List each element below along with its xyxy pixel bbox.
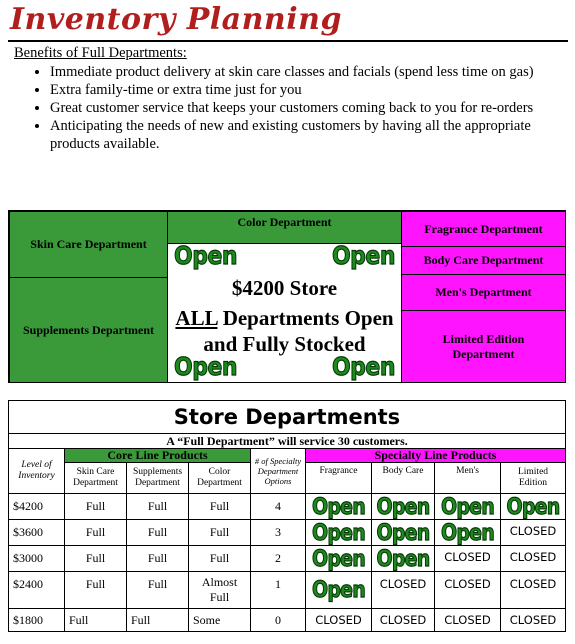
- limited-edition-block: [401, 310, 566, 383]
- closed-label: CLOSED: [509, 550, 557, 564]
- table-cell: [434, 545, 501, 572]
- table-cell: 3: [250, 519, 306, 546]
- table-subtitle-text: A “Full Department” will service 30 customers.: [166, 433, 408, 448]
- mens-block: [401, 274, 566, 311]
- table-row-level: $1800: [8, 608, 65, 632]
- table-cell: [305, 519, 372, 546]
- col-header-skin: Skin Care Department: [64, 462, 127, 494]
- benefit-item: • Immediate product delivery at skin care classes and facials (spend less time on gas): [50, 63, 564, 81]
- table-cell: [434, 519, 501, 546]
- table-cell: Some: [188, 608, 251, 632]
- open-stamp: Open: [312, 493, 365, 520]
- table-cell: [305, 571, 372, 609]
- store-departments-table: [8, 400, 566, 632]
- benefits-heading: Benefits of Full Departments:: [14, 45, 187, 61]
- table-cell: Full: [64, 571, 127, 609]
- benefit-item: • Great customer service that keeps your customers coming back to you for re-orders: [50, 99, 564, 117]
- supplements-block: [9, 277, 168, 383]
- benefit-item: • Extra family-time or extra time just for you: [50, 81, 564, 99]
- col-header-fragrance: Fragrance: [305, 462, 372, 494]
- table-cell: Full: [126, 545, 189, 572]
- closed-label: CLOSED: [379, 577, 427, 591]
- benefits-section: [14, 44, 564, 153]
- table-cell: [305, 493, 372, 520]
- col-header-level: Level of Inventory: [8, 448, 65, 494]
- open-stamp: Open: [441, 493, 494, 520]
- table-cell: [500, 545, 566, 572]
- closed-label: CLOSED: [379, 613, 427, 627]
- table-cell: 2: [250, 545, 306, 572]
- open-stamp: Open: [312, 577, 365, 603]
- closed-label: CLOSED: [444, 613, 491, 627]
- col-header-color: Color Department: [188, 462, 251, 494]
- col-header-options: # of Specialty Department Options: [250, 448, 306, 494]
- table-cell: [500, 571, 566, 609]
- color-department-block: [167, 211, 402, 244]
- table-cell: [434, 493, 501, 520]
- store-line-2: [168, 306, 401, 331]
- table-cell: Full: [64, 493, 127, 520]
- specialty-line-header: Specialty Line Products: [305, 448, 566, 463]
- closed-label: CLOSED: [509, 524, 557, 538]
- core-line-header: Core Line Products: [64, 448, 251, 463]
- fragrance-block: [401, 211, 566, 247]
- benefits-list: [14, 63, 564, 153]
- table-row-level: $3000: [8, 545, 65, 572]
- table-cell: Full: [188, 493, 251, 520]
- store-line-2-rest: Departments Open: [217, 306, 394, 330]
- closed-label: CLOSED: [315, 613, 362, 627]
- table-cell: [434, 571, 501, 609]
- table-cell: 1: [250, 571, 306, 609]
- open-stamp: Open: [331, 242, 395, 271]
- open-stamp: Open: [312, 545, 365, 572]
- table-cell: [305, 545, 372, 572]
- table-cell: Full: [126, 493, 189, 520]
- open-stamp: Open: [376, 545, 430, 572]
- table-cell: 4: [250, 493, 306, 520]
- table-cell: [371, 545, 435, 572]
- title-underline: [8, 40, 568, 42]
- closed-label: CLOSED: [509, 613, 557, 627]
- body-care-block: [401, 246, 566, 275]
- open-stamp: Open: [312, 519, 365, 546]
- department-diagram: [8, 210, 566, 383]
- store-title: $4200 Store: [231, 276, 338, 300]
- open-stamp: Open: [331, 353, 395, 382]
- fragrance-label: Fragrance Department: [424, 221, 543, 236]
- table-cell: Full: [126, 571, 189, 609]
- table-cell: [500, 493, 566, 520]
- table-cell: [500, 608, 566, 632]
- benefit-item: • Anticipating the needs of new and existing customers by having all the appropriate products available.: [50, 117, 564, 153]
- closed-label: CLOSED: [444, 550, 491, 564]
- closed-label: CLOSED: [509, 577, 557, 591]
- closed-label: CLOSED: [444, 577, 491, 591]
- table-cell: Full: [126, 608, 189, 632]
- mens-label: Men's Department: [435, 285, 532, 299]
- table-cell: Full: [188, 519, 251, 546]
- col-header-supplements: Supplements Department: [126, 462, 189, 494]
- open-stamp: Open: [506, 493, 560, 520]
- table-cell: [371, 571, 435, 609]
- skin-care-block: [9, 211, 168, 278]
- table-cell: [434, 608, 501, 632]
- table-cell: [371, 608, 435, 632]
- supplements-label: Supplements Department: [23, 322, 154, 337]
- col-header-mens: Men's: [434, 462, 501, 494]
- open-stamp: Open: [441, 519, 494, 546]
- table-cell: [305, 608, 372, 632]
- open-stamp: Open: [174, 242, 238, 271]
- open-stamp: Open: [174, 353, 238, 382]
- table-cell: Full: [64, 545, 127, 572]
- skin-care-label: Skin Care Department: [30, 237, 147, 251]
- open-stamp: Open: [376, 493, 430, 520]
- page-title: Inventory Planning: [10, 2, 342, 37]
- table-cell: Full: [64, 519, 127, 546]
- table-cell: Almost Full: [188, 571, 251, 609]
- color-store-block: [167, 211, 402, 383]
- table-cell: Full: [188, 545, 251, 572]
- table-subtitle: [8, 433, 566, 449]
- table-cell: [371, 519, 435, 546]
- table-cell: 0: [250, 608, 306, 632]
- table-row-level: $2400: [8, 571, 65, 609]
- table-cell: Full: [126, 519, 189, 546]
- table-cell: [371, 493, 435, 520]
- table-title: [8, 400, 566, 434]
- open-stamp: Open: [376, 519, 430, 546]
- table-title-text: Store Departments: [173, 405, 401, 429]
- body-care-label: Body Care Department: [423, 253, 544, 267]
- col-header-body: Body Care: [371, 462, 435, 494]
- store-line-3: and Fully Stocked: [203, 332, 366, 356]
- all-emphasis: ALL: [175, 306, 218, 330]
- table-row-level: $4200: [8, 493, 65, 520]
- table-row-level: $3600: [8, 519, 65, 546]
- table-cell: Full: [64, 608, 127, 632]
- limited-edition-label: Limited Edition Department: [442, 331, 525, 361]
- table-cell: [500, 519, 566, 546]
- color-department-label: Color Department: [237, 215, 332, 229]
- col-header-limited: Limited Edition: [500, 462, 566, 494]
